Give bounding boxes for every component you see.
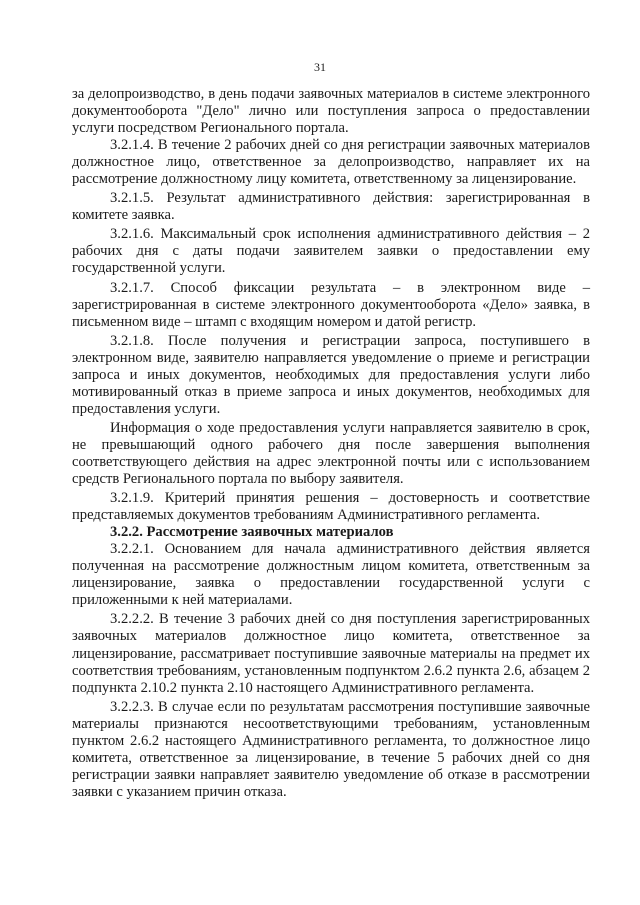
paragraph-3-2-1-6: 3.2.1.6. Максимальный срок исполнения административного действия – 2 рабочих дня с даты подачи заявителем заявки о предоставлении ему государственной услуги. xyxy=(72,226,590,277)
paragraph-3-2-1-9: 3.2.1.9. Критерий принятия решения – достоверность и соответствие представляемых документов требованиям Административного регламента. xyxy=(72,490,590,524)
paragraph-3-2-1-5: 3.2.1.5. Результат административного действия: зарегистрированная в комитете заявка. xyxy=(72,190,590,224)
paragraph-3-2-2-3: 3.2.2.3. В случае если по результатам рассмотрения поступившие заявочные материалы признаются несоответствующими требованиям, установленным пунктом 2.6.2 настоящего Административного регламента, то должностное лицо комитета, ответственное за лицензирование, в течение 5 рабочих дней со дня регистрации заявки направляет заявителю уведомление об отказе в рассмотрении заявки с указанием причин отказа. xyxy=(72,698,590,800)
paragraph-continuation: за делопроизводство, в день подачи заявочных материалов в системе электронного документооборота "Дело" лично или поступления запроса о предоставлении услуги посредством Регионального портала. xyxy=(72,86,590,137)
document-body xyxy=(72,86,590,801)
paragraph-3-2-1-7: 3.2.1.7. Способ фиксации результата – в электронном виде – зарегистрированная в системе электронного документооборота «Дело» заявка, в письменном виде – штамп с входящим номером и датой регистр. xyxy=(72,279,590,330)
paragraph-3-2-2-2: 3.2.2.2. В течение 3 рабочих дней со дня поступления зарегистрированных заявочных материалов должностное лицо комитета, ответственное за лицензирование, рассматривает поступившие заявочные материалы на предмет их соответствия требованиям, установленным подпунктом 2.6.2 пункта 2.6, абзацем 2 подпункта 2.10.2 пункта 2.10 настоящего Административного регламента. xyxy=(72,611,590,696)
section-heading: 3.2.2. Рассмотрение заявочных материалов xyxy=(110,524,394,541)
paragraph-3-2-1-8: 3.2.1.8. После получения и регистрации запроса, поступившего в электронном виде, заявителю направляется уведомление о приеме и регистрации запроса и иных документов, необходимых для предоставления услуги либо мотивированный отказ в приеме запроса и иных документов, необходимых для предоставления услуги. xyxy=(72,332,590,417)
paragraph-info: Информация о ходе предоставления услуги направляется заявителю в срок, не превышающий одного рабочего дня после завершения выполнения соответствующего действия на адрес электронной почты или с использованием средств Регионального портала по выбору заявителя. xyxy=(72,419,590,488)
paragraph-3-2-2-1: 3.2.2.1. Основанием для начала административного действия является полученная на рассмотрение должностным лицом комитета, ответственным за лицензирование, заявка о предоставлении государственной услуги с приложенными к ней материалами. xyxy=(72,541,590,609)
paragraph-3-2-1-4: 3.2.1.4. В течение 2 рабочих дней со дня регистрации заявочных материалов должностное лицо, ответственное за делопроизводство, направляет их на рассмотрение должностному лицу комитета, ответственному за лицензирование. xyxy=(72,137,590,188)
page-number: 31 xyxy=(314,60,326,74)
